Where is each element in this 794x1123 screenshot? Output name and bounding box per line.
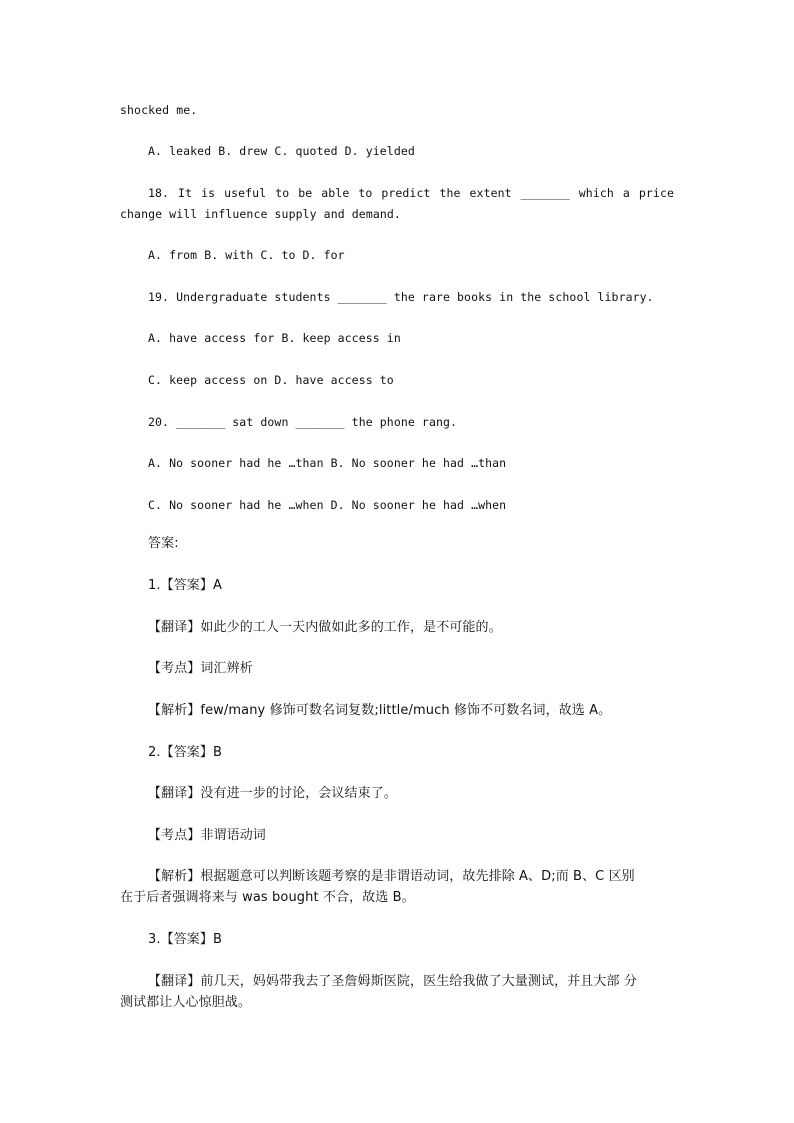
- question-18-options: A. from B. with C. to D. for: [148, 248, 345, 262]
- question-19-options-cd: C. keep access on D. have access to: [148, 373, 394, 387]
- question-18-stem: 18. It is useful to be able to predict the extent _______ which a price: [148, 186, 674, 200]
- question-18-stem-cont: change will influence supply and demand.: [120, 207, 401, 221]
- question-20-stem: 20. _______ sat down _______ the phone rang.: [148, 415, 458, 429]
- answer-2-translation: 【翻译】没有进一步的讨论，会议结束了。: [148, 786, 397, 801]
- answer-3: 3.【答案】B: [148, 932, 223, 947]
- answer-3-translation-cont: 测试都让人心惊胆战。: [120, 995, 252, 1010]
- answers-heading: 答案:: [148, 536, 179, 551]
- answer-1-explanation: 【解析】few/many 修饰可数名词复数;little/much 修饰不可数名词，故选 A。: [148, 703, 612, 718]
- question-19-options-ab: A. have access for B. keep access in: [148, 331, 401, 345]
- question-17-options: A. leaked B. drew C. quoted D. yielded: [148, 144, 415, 158]
- answer-1-topic: 【考点】词汇辨析: [148, 661, 253, 676]
- answer-2-explanation-cont: 在于后者强调将来与 was bought 不合，故选 B。: [120, 890, 415, 905]
- question-20-options-ab: A. No sooner had he …than B. No sooner he had …than: [148, 456, 507, 470]
- answer-1-translation: 【翻译】如此少的工人一天内做如此多的工作，是不可能的。: [148, 620, 502, 635]
- question-20-options-cd: C. No sooner had he …when D. No sooner he had …when: [148, 498, 507, 512]
- question-17-stem-end: shocked me.: [120, 103, 198, 117]
- answer-2: 2.【答案】B: [148, 745, 223, 760]
- answer-1: 1.【答案】A: [148, 578, 222, 593]
- answer-2-topic: 【考点】非谓语动词: [148, 828, 266, 843]
- answer-2-explanation: 【解析】根据题意可以判断该题考察的是非谓语动词，故先排除 A、D;而 B、C 区别: [148, 869, 635, 884]
- answer-3-translation: 【翻译】前几天，妈妈带我去了圣詹姆斯医院，医生给我做了大量测试，并且大部 分: [148, 974, 637, 989]
- question-19-stem: 19. Undergraduate students _______ the rare books in the school library.: [148, 290, 654, 304]
